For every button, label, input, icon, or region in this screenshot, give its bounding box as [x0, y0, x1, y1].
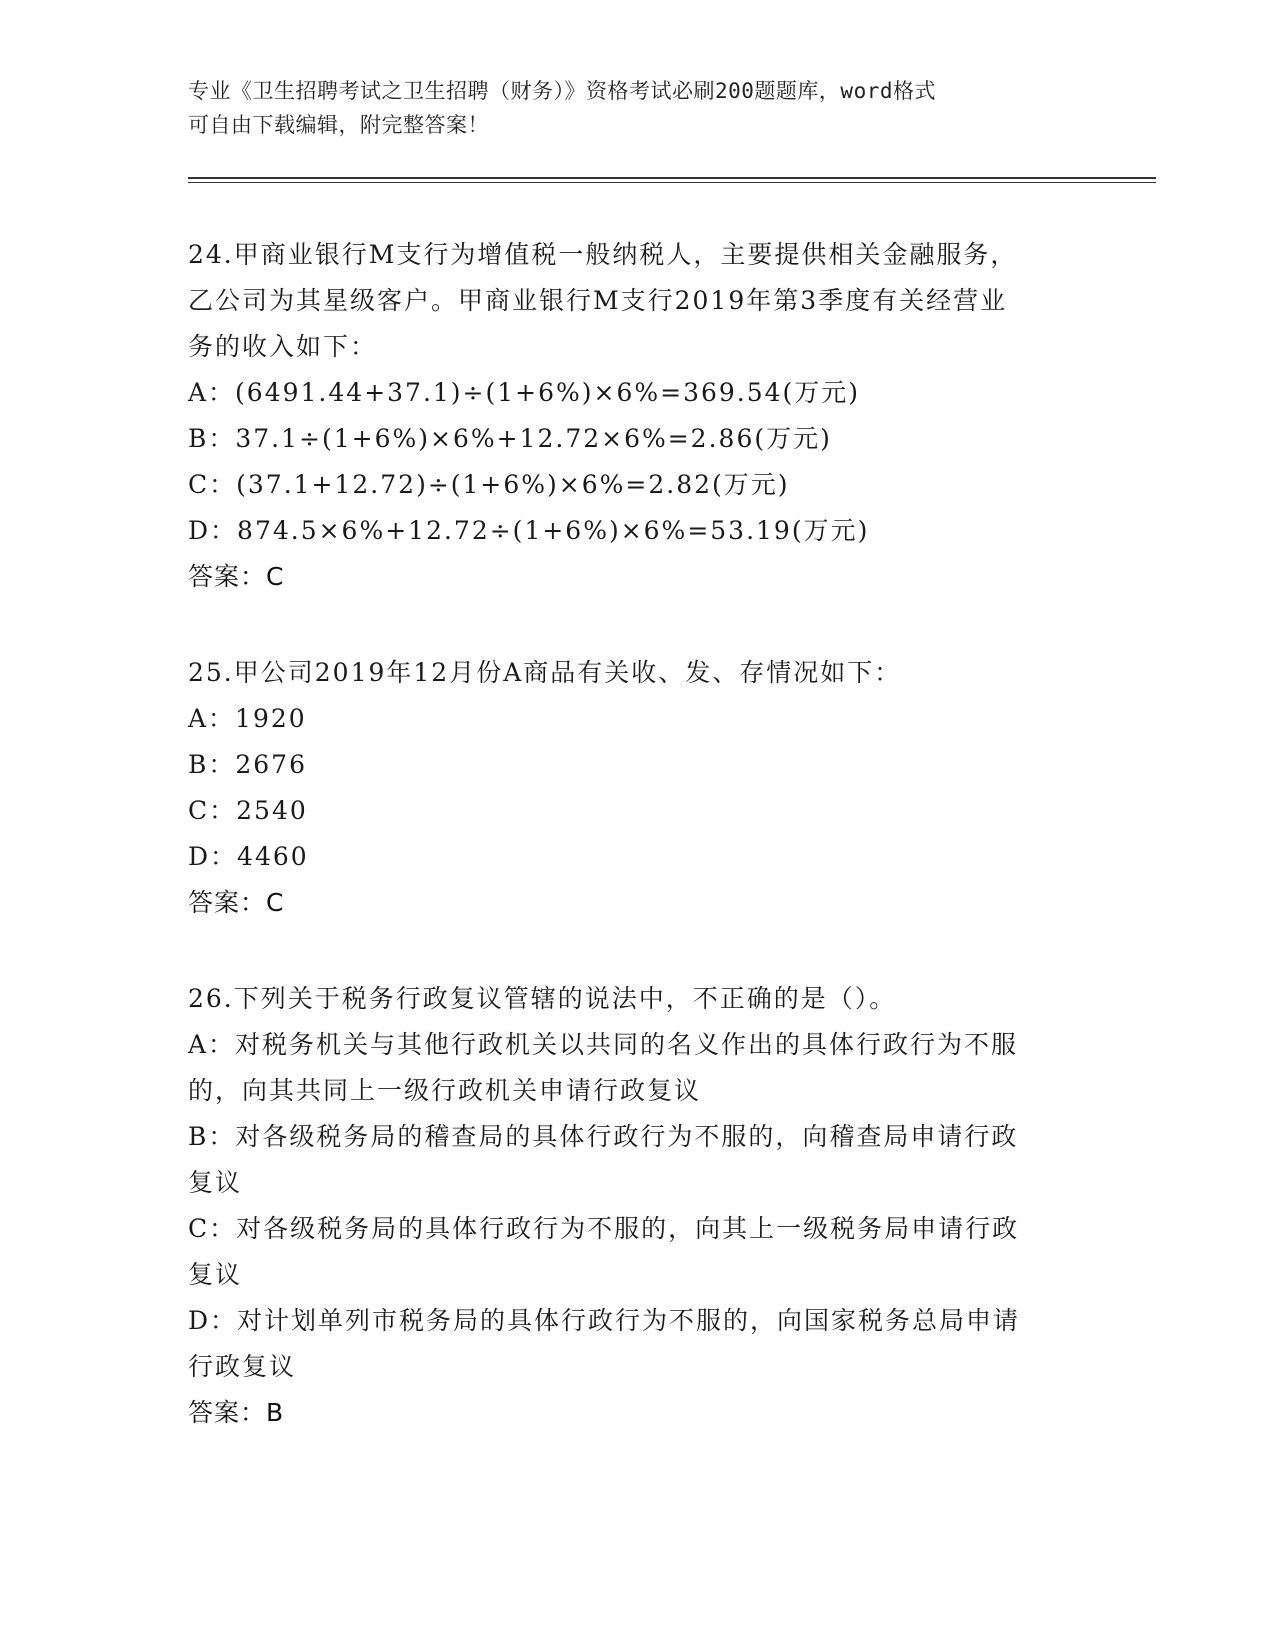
option-b: B：2676 [188, 750, 307, 779]
question-24 [188, 232, 1088, 600]
option-d-continued: 行政复议 [188, 1352, 297, 1381]
option-d: D：874.5×6%+12.72÷(1+6%)×6%=53.19(万元) [188, 516, 870, 545]
answer-label: 答案：C [188, 562, 285, 591]
option-c: C：2540 [188, 796, 308, 825]
question-25 [188, 650, 1088, 926]
option-d: D：4460 [188, 842, 309, 871]
option-d: D：对计划单列市税务局的具体行政行为不服的，向国家税务总局申请 [188, 1306, 1021, 1335]
question-26 [188, 976, 1088, 1436]
question-text-line: 24.甲商业银行M支行为增值税一般纳税人，主要提供相关金融服务， [188, 240, 1018, 269]
question-list [188, 232, 1088, 1486]
option-b: B：37.1÷(1+6%)×6%+12.72×6%=2.86(万元) [188, 424, 832, 453]
answer-label: 答案：C [188, 888, 285, 917]
option-b-continued: 复议 [188, 1168, 243, 1197]
header-divider-thin [188, 182, 1156, 183]
answer-label: 答案：B [188, 1398, 285, 1427]
option-c: C：对各级税务局的具体行政行为不服的，向其上一级税务局申请行政 [188, 1214, 1020, 1243]
question-text-line: 26.下列关于税务行政复议管辖的说法中，不正确的是（）。 [188, 984, 897, 1013]
header-line-1: 专业《卫生招聘考试之卫生招聘（财务）》资格考试必刷200题题库，word格式 [188, 79, 936, 103]
question-text-line: 务的收入如下： [188, 332, 378, 361]
option-a: A：1920 [188, 704, 307, 733]
question-text-line: 乙公司为其星级客户。甲商业银行M支行2019年第3季度有关经营业 [188, 286, 1008, 315]
option-a: A：(6491.44+37.1)÷(1+6%)×6%=369.54(万元) [188, 378, 861, 407]
header-divider-thick [188, 177, 1156, 179]
option-c-continued: 复议 [188, 1260, 243, 1289]
question-text-line: 25.甲公司2019年12月份A商品有关收、发、存情况如下： [188, 658, 902, 687]
document-header [188, 74, 1088, 142]
option-b: B：对各级税务局的稽查局的具体行政行为不服的，向稽查局申请行政 [188, 1122, 1019, 1151]
option-a: A：对税务机关与其他行政机关以共同的名义作出的具体行政行为不服 [188, 1030, 1019, 1059]
option-a-continued: 的，向其共同上一级行政机关申请行政复议 [188, 1076, 702, 1105]
option-c: C：(37.1+12.72)÷(1+6%)×6%=2.82(万元) [188, 470, 790, 499]
header-line-2: 可自由下载编辑，附完整答案！ [188, 113, 489, 137]
